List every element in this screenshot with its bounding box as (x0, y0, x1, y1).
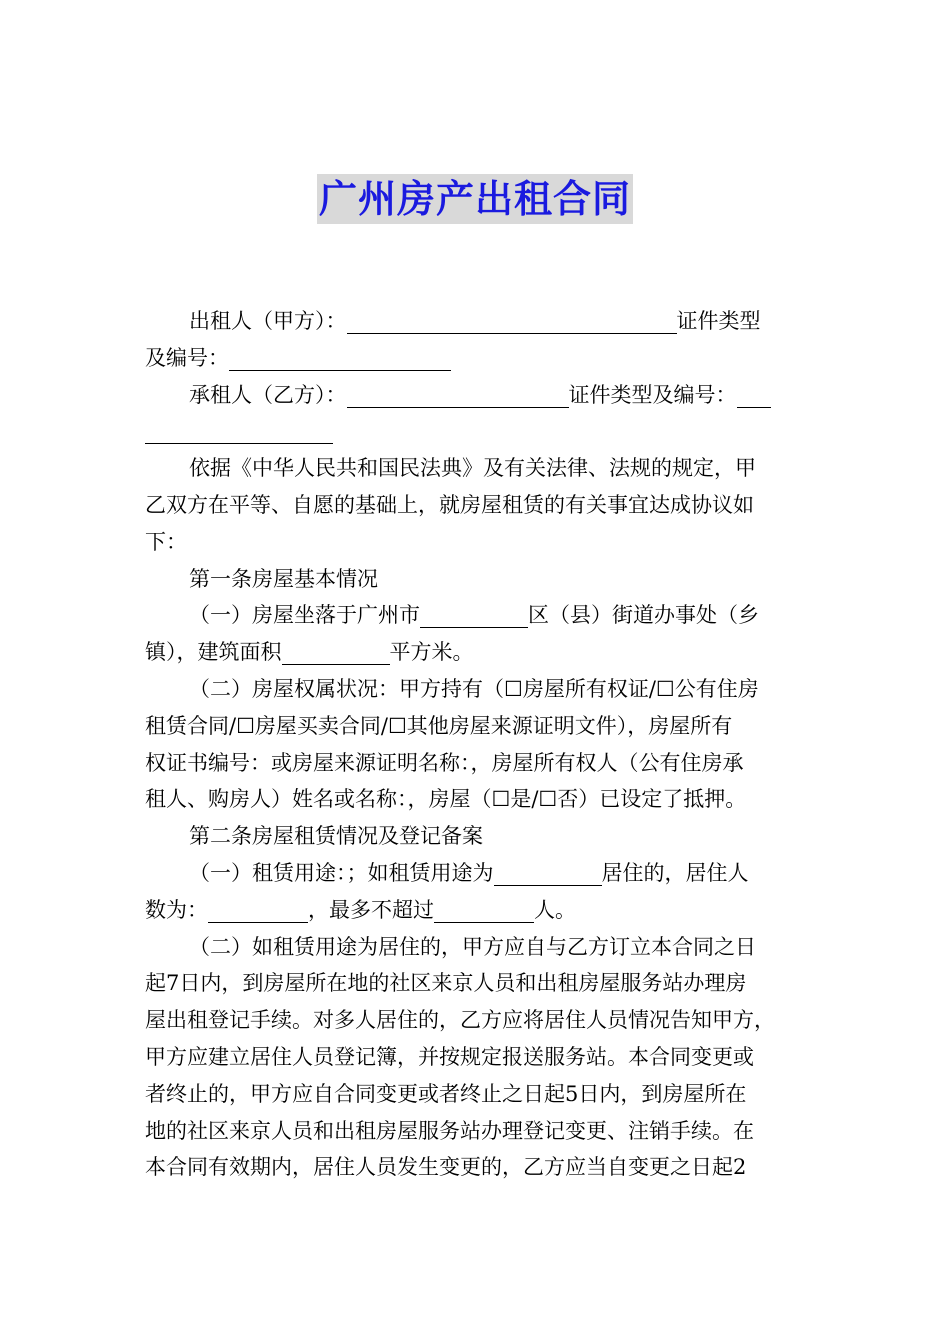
lessor-label: 出租人（甲方）： (189, 309, 347, 333)
article1-item1-line2 (145, 634, 810, 671)
article2-item1-text-b: 居住的，居住人 (601, 860, 749, 885)
intro-line-3: 下： (145, 529, 187, 554)
article2-item1-text-d: ，最多不超过 (308, 897, 434, 922)
intro-line-2: 乙双方在平等、自愿的基础上，就房屋租赁的有关事宜达成协议如 (145, 492, 754, 517)
article1-item2-line3: 权证书编号：或房屋来源证明名称：，房屋所有权人（公有住房承 (145, 750, 744, 775)
article1-item2-line4: 租人、购房人）姓名或名称：，房屋（☐是/☐否）已设定了抵押。 (145, 787, 747, 812)
lessee-id-blank-b (145, 417, 333, 444)
lessor-line (145, 303, 810, 340)
lessor-id-line (145, 340, 810, 377)
article1-item1-text-b: 区（县）街道办事处（乡 (528, 603, 759, 628)
lessor-id-label-b: 及编号： (145, 345, 229, 370)
lessor-name-blank (347, 307, 677, 334)
lessee-label: 承租人（乙方）： (189, 382, 347, 407)
article2-item1-text-a: （一）租赁用途：；如租赁用途为 (189, 860, 494, 885)
district-blank (420, 601, 528, 628)
article2-item2-line3: 屋出租登记手续。对多人居住的，乙方应将居住人员情况告知甲方， (145, 1008, 775, 1033)
occupant-count-blank (208, 896, 308, 923)
lessee-name-blank (347, 381, 569, 408)
article2-item2-line1: （二）如租赁用途为居住的，甲方应自与乙方订立本合同之日 (189, 934, 756, 959)
article2-item1-line2 (145, 892, 810, 929)
article2-item2-line2: 起7日内，到房屋所在地的社区来京人员和出租房屋服务站办理房 (145, 971, 747, 996)
title-container (0, 174, 950, 224)
lessee-id-line (145, 413, 810, 450)
lessor-id-label-a: 证件类型 (676, 309, 761, 333)
article1-item2-line1: （二）房屋权属状况：甲方持有（☐房屋所有权证/☐公有住房 (189, 676, 759, 701)
intro-line-1: 依据《中华人民共和国民法典》及有关法律、法规的规定，甲 (189, 456, 756, 481)
article1-item1-text-a: （一）房屋坐落于广州市 (189, 603, 420, 628)
article1-heading: 第一条房屋基本情况 (189, 566, 378, 591)
document-title: 广州房产出租合同 (317, 174, 633, 224)
lessee-line (145, 377, 810, 414)
article2-item2-line6: 地的社区来京人员和出租房屋服务站办理登记变更、注销手续。在 (145, 1118, 754, 1143)
article1-item1-text-c: 镇），建筑面积 (145, 640, 282, 665)
contract-body (145, 303, 810, 1186)
article2-item2-line4: 甲方应建立居住人员登记簿，并按规定报送服务站。本合同变更或 (145, 1044, 754, 1069)
article1-item1-text-d: 平方米。 (389, 640, 474, 665)
article2-item1-text-e: 人。 (534, 897, 576, 922)
lessor-id-blank (229, 344, 451, 371)
lessee-id-blank-a (737, 381, 771, 408)
max-occupant-blank (434, 896, 534, 923)
article2-item2-line5: 者终止的，甲方应自合同变更或者终止之日起5日内，到房屋所在 (145, 1081, 747, 1106)
article2-item1-line1 (145, 855, 810, 892)
lessee-id-label: 证件类型及编号： (568, 382, 737, 407)
article1-item2-line2: 租赁合同/☐房屋买卖合同/☐其他房屋来源证明文件），房屋所有 (145, 713, 733, 738)
article2-item2-line7: 本合同有效期内，居住人员发生变更的，乙方应当自变更之日起2 (145, 1155, 747, 1180)
purpose-blank (494, 859, 602, 886)
article2-item1-text-c: 数为： (145, 897, 208, 922)
article2-heading: 第二条房屋租赁情况及登记备案 (189, 824, 483, 849)
area-blank (282, 638, 390, 665)
article1-item1-line1 (145, 597, 810, 634)
